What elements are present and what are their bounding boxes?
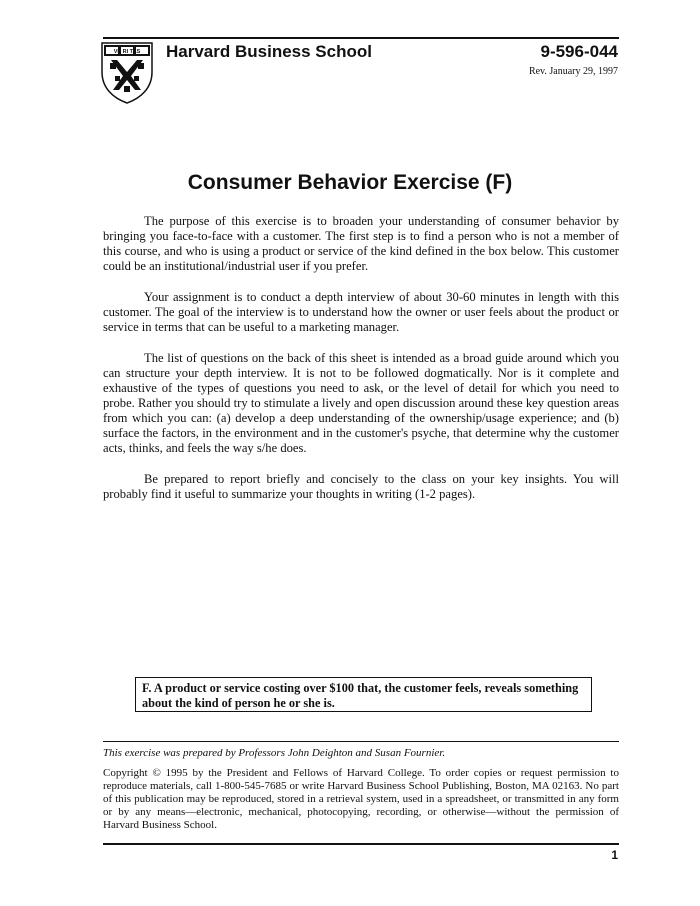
prepared-by-note: This exercise was prepared by Professors John Deighton and Susan Fournier. xyxy=(103,747,446,759)
header-rule xyxy=(103,37,619,39)
footer-rule xyxy=(103,741,619,742)
logo-motto: VE RI TAS xyxy=(113,49,141,55)
case-number: 9-596-044 xyxy=(540,42,618,61)
product-definition-box: F. A product or service costing over $100 that, the customer feels, reveals something about the kind of person he or she is. xyxy=(135,677,592,712)
bottom-rule xyxy=(103,843,619,845)
page-title: Consumer Behavior Exercise (F) xyxy=(187,171,513,194)
paragraph-questions: The list of questions on the back of this sheet is intended as a broad guide around which you can structure your depth interview. It is not to be followed dogmatically. Nor is it complete and exhaustive of the types of questions you need to ask, or the level of detail for which you need to probe. Rather you should try to stimulate a lively and open discussion around these key question areas from which you can: (a) develop a deep understanding of the ownership/usage experience; and (b) surface the factors, in the environment and in the customer's psyche, that determine why the customer acts, thinks, and feels the way s/he does. xyxy=(103,351,619,455)
paragraph-purpose: The purpose of this exercise is to broaden your understanding of consumer behavior by bringing you face-to-face with a customer. The first step is to find a person who is not a member of this course, and who is using a product or service of the kind defined in the box below. This customer could be an institutional/industrial user if you prefer. xyxy=(103,214,619,273)
revision-date: Rev. January 29, 1997 xyxy=(528,66,618,77)
copyright-notice: Copyright © 1995 by the President and Fellows of Harvard College. To order copies or request permission to reproduce materials, call 1-800-545-7685 or write Harvard Business School Publishing, Boston, MA 02163. No part of this publication may be reproduced, stored in a retrieval system, used in a spreadsheet, or transmitted in any form or by any means—electronic, mechanical, photocopying, recording, or otherwise—without the permission of Harvard Business School. xyxy=(103,767,619,831)
paragraph-assignment: Your assignment is to conduct a depth interview of about 30-60 minutes in length with this customer. The goal of the interview is to understand how the owner or user feels about the product or service in terms that can be useful to a marketing manager. xyxy=(103,290,619,334)
body-text xyxy=(103,214,619,518)
paragraph-report: Be prepared to report briefly and concisely to the class on your key insights. You will probably find it useful to summarize your thoughts in writing (1-2 pages). xyxy=(103,472,619,501)
page-number: 1 xyxy=(611,848,618,862)
hbs-shield-logo xyxy=(101,42,153,104)
school-name: Harvard Business School xyxy=(166,42,372,61)
